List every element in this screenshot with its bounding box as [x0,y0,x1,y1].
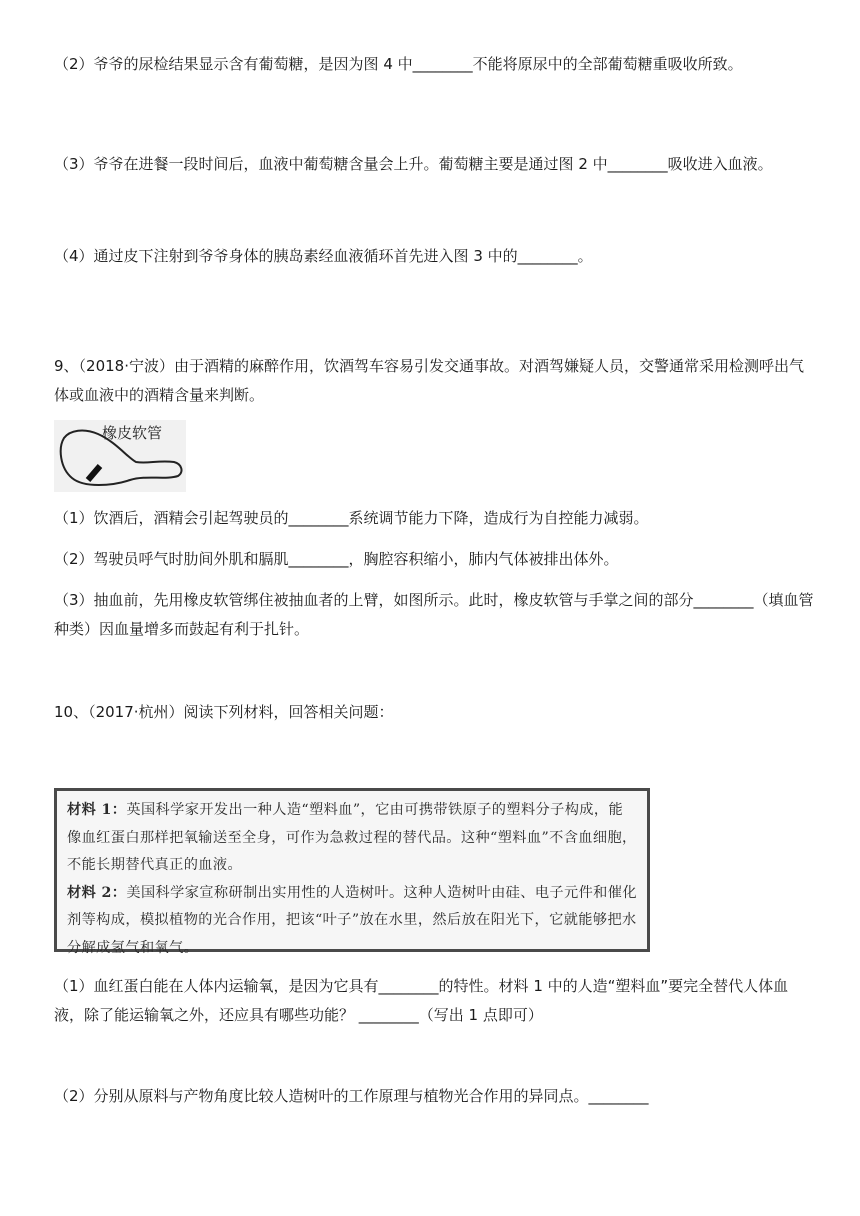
material1-paragraph [67,797,637,880]
q10-intro: 10、（2017·杭州）阅读下列材料，回答相关问题： [54,703,394,721]
q10-part2-text: （2）分别从原料与产物角度比较人造树叶的工作原理与植物光合作用的异同点。________ [54,1087,649,1105]
q9-part1-text: （1）饮酒后，酒精会引起驾驶员的________系统调节能力下降，造成行为自控能力减弱。 [54,509,649,527]
q9-intro: 9、（2018·宁波）由于酒精的麻醉作用，饮酒驾车容易引发交通事故。对酒驾嫌疑人员，交警通常采用检测呼出气体或血液中的酒精含量来判断。 [54,357,804,404]
q9-part2-text: （2）驾驶员呼气时肋间外肌和膈肌________，胸腔容积缩小，肺内气体被排出体外。 [54,550,619,568]
material-box [54,788,650,956]
material2-paragraph [67,880,637,963]
q9-part3-text: （3）抽血前，先用橡皮软管绑住被抽血者的上臂，如图所示。此时，橡皮软管与手掌之间的部分________（填血管种类）因血量增多而鼓起有利于扎针。 [54,591,814,638]
figure-label-rubber-tube: 橡皮软管 [102,424,163,442]
material2-title: 材料 2： [67,884,127,901]
material1-title: 材料 1： [67,802,127,818]
arm-tourniquet-figure [54,420,186,492]
material1-text: 英国科学家开发出一种人造“塑料血”，它由可携带铁原子的塑料分子构成，能像血红蛋白那样把氧输送至全身，可作为急救过程的替代品。这种“塑料血”不含血细胞，不能长期替代真正的血液。 [67,802,637,873]
q8-part3-text: （3）爷爷在进餐一段时间后，血液中葡萄糖含量会上升。葡萄糖主要是通过图 2 中________吸收进入血液。 [54,155,773,173]
material2-text: 美国科学家宣称研制出实用性的人造树叶。这种人造树叶由硅、电子元件和催化剂等构成，模拟植物的光合作用，把该“叶子”放在水里，然后放在阳光下，它就能够把水分解成氢气和氧气。 [67,884,637,956]
q10-part1-text: （1）血红蛋白能在人体内运输氧，是因为它具有________的特性。材料 1 中的人造“塑料血”要完全替代人体血液，除了能运输氧之外，还应具有哪些功能？ ________（写出 1 点即可） [54,977,789,1024]
q8-part2-text: （2）爷爷的尿检结果显示含有葡萄糖，是因为图 4 中________不能将原尿中的全部葡萄糖重吸收所致。 [54,55,743,73]
q8-part4-text: （4）通过皮下注射到爷爷身体的胰岛素经血液循环首先进入图 3 中的________。 [54,247,593,265]
